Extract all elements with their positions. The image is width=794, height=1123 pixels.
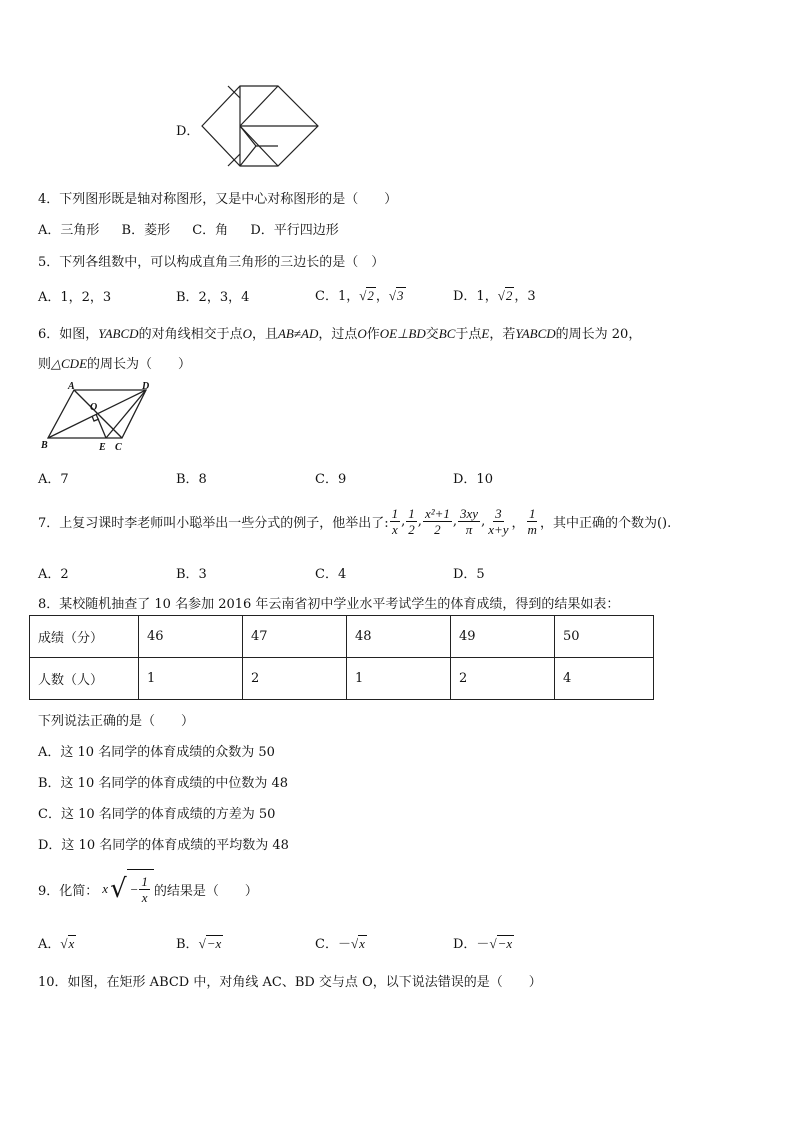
q7-option-a[interactable]: A．2 [38, 567, 69, 582]
table-cell: 48 [347, 616, 451, 658]
table-cell: 2 [243, 658, 347, 700]
q5-c-radicand-2: 3 [397, 288, 404, 303]
table-cell: 47 [243, 616, 347, 658]
q5-c-sep: ， [375, 289, 389, 304]
sqrt-symbol: √x [60, 936, 75, 951]
q6-label-B: B [41, 440, 48, 451]
q7-option-b[interactable]: B．3 [176, 567, 207, 582]
q5-option-d[interactable] [453, 285, 536, 304]
q4-option-d[interactable]: D．平行四边形 [250, 223, 339, 238]
q4-option-b[interactable]: B．菱形 [121, 223, 171, 238]
q7-fraction-4: $\frac{3xy}{\pi}$ [460, 505, 479, 537]
q6-label-O: O [90, 402, 98, 413]
table-row [30, 658, 654, 700]
sqrt-symbol: √−x [489, 936, 513, 951]
q4-option-c[interactable]: C．角 [192, 223, 229, 238]
q5-d-tail: ，3 [514, 289, 536, 304]
q9-stem-end: 的结果是（ ） [153, 883, 258, 899]
table-cell: 50 [555, 616, 654, 658]
table-cell: 46 [139, 616, 243, 658]
q5-option-a[interactable]: A．1，2，3 [38, 290, 112, 305]
q9-option-a[interactable]: A．√x [38, 936, 75, 952]
q10-stem: 10．如图，在矩形 ABCD 中，对角线 AC、BD 交与点 O，以下说法错误的是（ ） [38, 975, 542, 990]
table-cell: 1 [139, 658, 243, 700]
table-row [30, 616, 654, 658]
q8-option-d[interactable]: D．这 10 名同学的体育成绩的平均数为 48 [38, 838, 289, 853]
q6-option-d[interactable]: D．10 [453, 472, 493, 487]
q6-option-c[interactable]: C．9 [315, 472, 347, 487]
table-cell: 人数（人） [30, 658, 139, 700]
q8-stem: 8．某校随机抽查了 10 名参加 2016 年云南省初中学业水平考试学生的体育成绩，得到的结果如表： [38, 597, 620, 612]
q9-stem-start: 9．化简： [38, 883, 99, 899]
q6-option-b[interactable]: B．8 [176, 472, 207, 487]
q9-option-c[interactable]: C．－√x [315, 936, 365, 952]
sqrt-symbol: √−x [198, 936, 222, 951]
q8-question: 下列说法正确的是（ ） [38, 714, 195, 729]
q5-option-b[interactable]: B．2，3，4 [176, 290, 250, 305]
q7-stem-end: ，其中正确的个数为(). [539, 515, 672, 531]
sqrt-symbol: √2 [497, 288, 513, 303]
q9-option-b[interactable]: B．√−x [176, 936, 222, 952]
q9-stem [38, 866, 258, 912]
q6-label-E: E [99, 442, 106, 453]
q5-option-c[interactable] [315, 285, 406, 304]
q5-option-d-label: D．1， [453, 289, 498, 304]
sqrt-symbol: √x [350, 936, 365, 951]
q7-fraction-2: $\frac{1}{2}$ [408, 505, 415, 537]
q9-coefficient: x [102, 881, 109, 896]
q7-stem-start: 7．上复习课时李老师叫小聪举出一些分式的例子，他举出了: [38, 515, 389, 531]
q6-label-D: D [142, 381, 150, 392]
q6-label-C: C [115, 442, 122, 453]
q8-score-table [29, 615, 654, 700]
q7-option-c[interactable]: C．4 [315, 567, 347, 582]
q5-d-radicand: 2 [505, 288, 513, 303]
q8-option-b[interactable]: B．这 10 名同学的体育成绩的中位数为 48 [38, 776, 289, 791]
q6-stem-line1: 6．如图，YABCD的对角线相交于点O，且AB≠AD，过点O作OE⊥BD交BC于点E，若YABCD的周长为 20， [38, 326, 642, 342]
parallelogram-symbol: Y [98, 326, 105, 341]
q8-option-a[interactable]: A．这 10 名同学的体育成绩的众数为 50 [38, 745, 275, 760]
q7-fraction-5: $\frac{3}{x+y}$ [488, 505, 509, 537]
q8-option-c[interactable]: C．这 10 名同学的体育成绩的方差为 50 [38, 807, 276, 822]
q3-option-d-label: D． [176, 124, 200, 139]
table-cell: 2 [451, 658, 555, 700]
sqrt-symbol: √3 [388, 288, 404, 303]
sqrt-symbol: √2 [359, 288, 374, 303]
table-cell: 1 [347, 658, 451, 700]
q4-options [38, 219, 339, 238]
sqrt-symbol: √ [110, 874, 127, 904]
table-cell: 49 [451, 616, 555, 658]
q6-parallelogram-figure [38, 380, 168, 454]
q5-option-c-label: C．1， [315, 289, 360, 304]
q4-stem: 4．下列图形既是轴对称图形，又是中心对称图形的是（ ） [38, 192, 398, 207]
q3-option-d-figure [198, 82, 322, 168]
table-cell: 4 [555, 658, 654, 700]
q5-stem: 5．下列各组数中，可以构成直角三角形的三边长的是（ ） [38, 255, 385, 270]
q6-stem-line2: 则△CDE的周长为（ ） [38, 356, 192, 372]
q6-label-A: A [68, 381, 75, 392]
q9-radicand: − $\frac{1}{x}$ [127, 869, 154, 910]
q6-option-a[interactable]: A．7 [38, 472, 69, 487]
q7-stem: 7．上复习课时李老师叫小聪举出一些分式的例子，他举出了: $\frac{1}{x}$ , $\frac{1}{2}$ , $\frac{\text{x²+1}}{2}$ , $\frac{3xy}{\pi}$ , $\frac{3}{x+y}$ ， $\frac{1}{m}$ ，其中正确的个数为(). [38, 505, 672, 537]
q9-option-d[interactable]: D．－√−x [453, 936, 513, 952]
q5-c-radicand-1: 2 [367, 288, 374, 303]
q7-fraction-3: $\frac{\text{x²+1}}{2}$ [424, 505, 450, 537]
table-cell: 成绩（分） [30, 616, 139, 658]
q4-option-a[interactable]: A．三角形 [38, 223, 100, 238]
q7-option-d[interactable]: D．5 [453, 567, 485, 582]
q7-fraction-1: $\frac{1}{x}$ [391, 505, 399, 537]
q7-fraction-6: $\frac{1}{m}$ [527, 505, 537, 537]
